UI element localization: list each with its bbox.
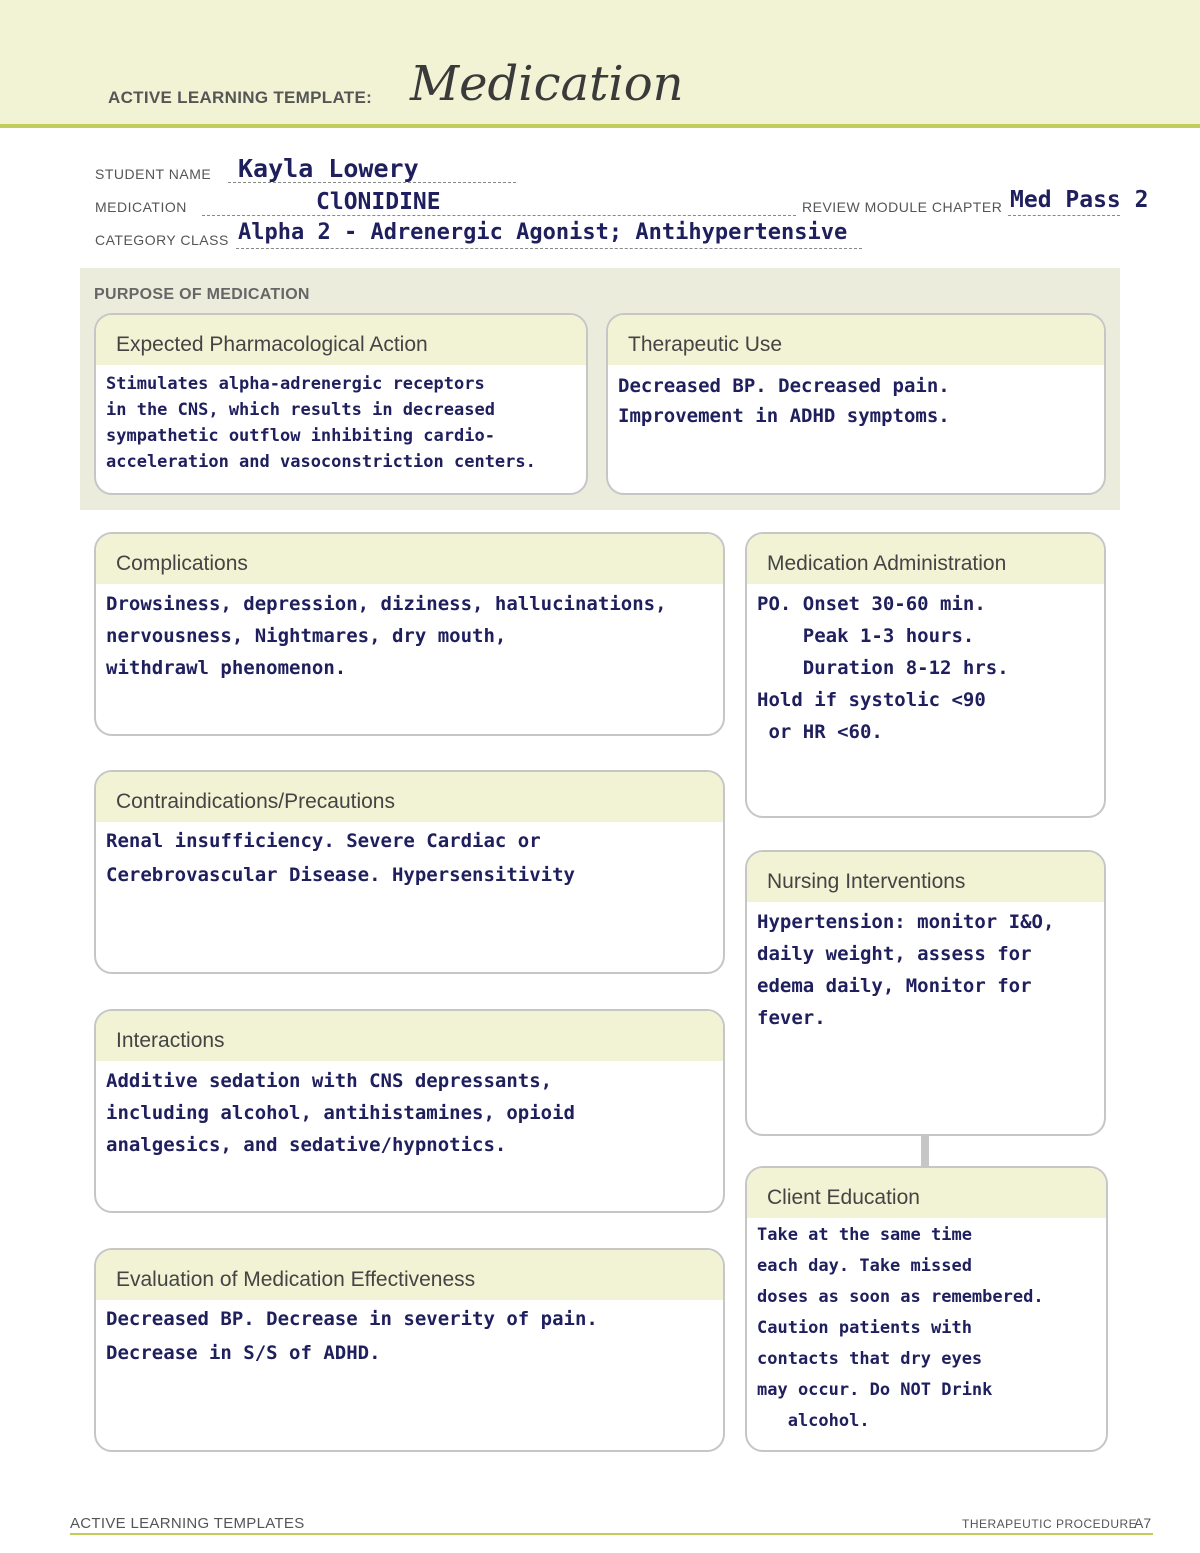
medication-label: MEDICATION <box>95 199 187 215</box>
expected-action-text[interactable]: Stimulates alpha-adrenergic receptors in the CNS, which results in decreased sympathetic outflow inhibiting cardio- acceleration and vasoconstriction centers. <box>106 374 536 472</box>
client-education-text[interactable]: Take at the same time each day. Take missed doses as soon as remembered. Caution patients with contacts that dry eyes may occur. Do NOT Drink alcohol. <box>757 1225 1044 1431</box>
complications-text[interactable]: Drowsiness, depression, diziness, hallucinations, nervousness, Nightmares, dry mouth, withdrawl phenomenon. <box>106 593 667 679</box>
evaluation-box <box>94 1248 725 1452</box>
footer-right-label: THERAPEUTIC PROCEDURE <box>962 1517 1138 1531</box>
administration-heading: Medication Administration <box>747 534 1104 584</box>
template-title: Medication <box>410 56 684 112</box>
interactions-box <box>94 1009 725 1213</box>
complications-heading: Complications <box>96 534 723 584</box>
interactions-heading: Interactions <box>96 1011 723 1061</box>
therapeutic-use-text[interactable]: Decreased BP. Decreased pain. Improvement in ADHD symptoms. <box>618 375 950 427</box>
student-name-value[interactable]: Kayla Lowery <box>238 154 419 183</box>
complications-box <box>94 532 725 736</box>
contraindications-text[interactable]: Renal insufficiency. Severe Cardiac or Cerebrovascular Disease. Hypersensitivity <box>106 830 575 886</box>
medication-value[interactable]: ClONIDINE <box>316 189 441 215</box>
nursing-interventions-text[interactable]: Hypertension: monitor I&O, daily weight, assess for edema daily, Monitor for fever. <box>757 911 1055 1029</box>
category-class-line <box>236 248 862 249</box>
header-divider <box>0 124 1200 128</box>
box-connector <box>921 1136 929 1166</box>
category-class-value[interactable]: Alpha 2 - Adrenergic Agonist; Antihypertensive <box>238 220 848 245</box>
template-label: ACTIVE LEARNING TEMPLATE: <box>108 88 373 107</box>
interactions-text[interactable]: Additive sedation with CNS depressants, including alcohol, antihistamines, opioid analgesics, and sedative/hypnotics. <box>106 1070 575 1156</box>
review-module-label: REVIEW MODULE CHAPTER <box>802 199 1003 215</box>
expected-action-box <box>94 313 588 495</box>
expected-action-heading: Expected Pharmacological Action <box>96 315 586 365</box>
student-name-label: STUDENT NAME <box>95 166 212 182</box>
therapeutic-use-box <box>606 313 1106 495</box>
therapeutic-use-heading: Therapeutic Use <box>608 315 1104 365</box>
review-module-line <box>1008 215 1120 216</box>
client-education-box <box>745 1166 1108 1452</box>
footer-left-label: ACTIVE LEARNING TEMPLATES <box>70 1515 305 1532</box>
review-module-value[interactable]: Med Pass 2 <box>1010 187 1149 213</box>
administration-text[interactable]: PO. Onset 30-60 min. Peak 1-3 hours. Duration 8-12 hrs. Hold if systolic <90 or HR <60. <box>757 593 1009 743</box>
administration-box <box>745 532 1106 818</box>
evaluation-heading: Evaluation of Medication Effectiveness <box>96 1250 723 1300</box>
evaluation-text[interactable]: Decreased BP. Decrease in severity of pain. Decrease in S/S of ADHD. <box>106 1308 598 1364</box>
purpose-title: PURPOSE OF MEDICATION <box>94 286 310 303</box>
category-class-label: CATEGORY CLASS <box>95 232 229 248</box>
page-number: A7 <box>1134 1515 1152 1531</box>
contraindications-heading: Contraindications/Precautions <box>96 772 723 822</box>
nursing-interventions-box <box>745 850 1106 1136</box>
client-education-heading: Client Education <box>747 1168 1106 1218</box>
nursing-interventions-heading: Nursing Interventions <box>747 852 1104 902</box>
footer-divider <box>70 1533 1153 1535</box>
contraindications-box <box>94 770 725 974</box>
medication-line <box>202 215 796 216</box>
